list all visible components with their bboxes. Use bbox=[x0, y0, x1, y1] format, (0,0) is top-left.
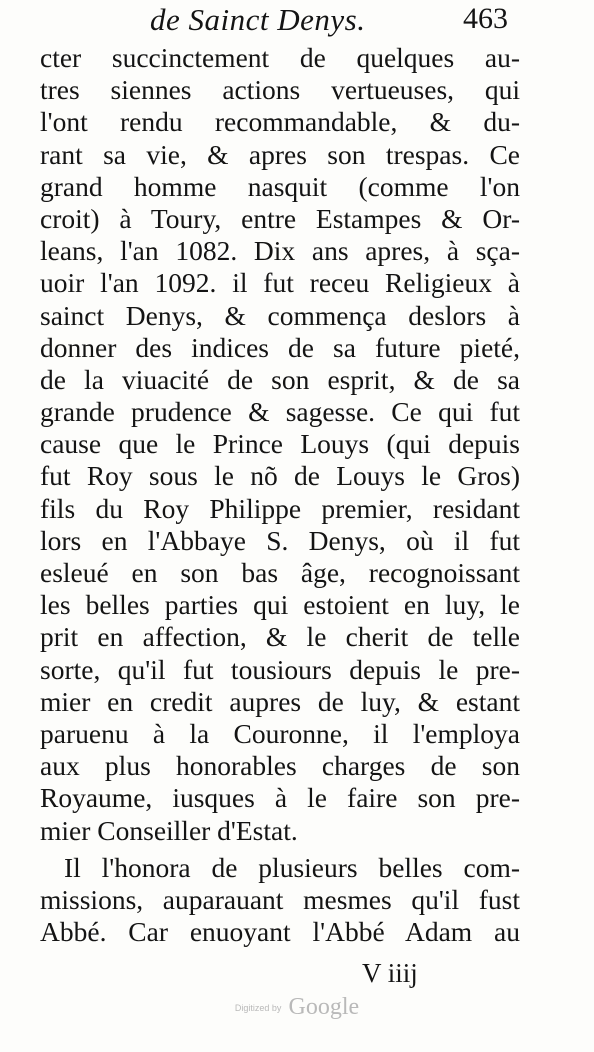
text-line: sainct Denys, & commença deslors à bbox=[40, 299, 520, 331]
text-line: aux plus honorables charges de son bbox=[40, 750, 520, 782]
text-line: lors en l'Abbaye S. Denys, où il fut bbox=[40, 524, 520, 556]
text-line: uoir l'an 1092. il fut receu Religieux à bbox=[40, 267, 520, 299]
watermark-brand: Google bbox=[288, 994, 360, 1020]
text-line: paruenu à la Couronne, il l'employa bbox=[40, 717, 520, 749]
text-line: croit) à Toury, entre Estampes & Or- bbox=[40, 202, 520, 234]
text-line: sorte, qu'il fut tousiours depuis le pre- bbox=[40, 653, 520, 685]
text-line: mier Conseiller d'Estat. bbox=[40, 814, 298, 846]
text-line: donner des indices de sa future pieté, bbox=[40, 331, 520, 363]
text-line: l'ont rendu recommandable, & du- bbox=[40, 106, 520, 138]
text-line: grande prudence & sagesse. Ce qui fut bbox=[40, 396, 520, 428]
text-line: leans, l'an 1082. Dix ans apres, à sça- bbox=[40, 235, 520, 267]
digitization-watermark bbox=[0, 994, 594, 1021]
body-text bbox=[40, 42, 520, 948]
text-line: les belles parties qui estoient en luy, le bbox=[40, 589, 520, 621]
text-line: mier en credit aupres de luy, & estant bbox=[40, 685, 520, 717]
text-line: prit en affection, & le cherit de telle bbox=[40, 621, 520, 653]
text-line: missions, auparauant mesmes qu'il fust bbox=[40, 883, 520, 915]
text-line: Royaume, iusques à le faire son pre- bbox=[40, 782, 520, 814]
paragraph-first-line: Il l'honora de plusieurs belles com- bbox=[64, 851, 520, 883]
watermark-prefix: Digitized by bbox=[234, 1003, 282, 1013]
text-line: esleué en son bas âge, recognoissant bbox=[40, 557, 520, 588]
text-line: cter succinctement de quelques au- bbox=[40, 42, 520, 73]
text-line: de la viuacité de son esprit, & de sa bbox=[40, 363, 520, 395]
page-number: 463 bbox=[463, 2, 508, 35]
text-line: tres siennes actions vertueuses, qui bbox=[40, 74, 520, 106]
running-head: de Sainct Denys. bbox=[150, 2, 366, 37]
text-line: rant sa vie, & apres son trespas. Ce bbox=[40, 138, 520, 170]
text-line: cause que le Prince Louys (qui depuis bbox=[40, 428, 520, 460]
text-line: fut Roy sous le nõ de Louys le Gros) bbox=[40, 460, 520, 492]
text-line: fils du Roy Philippe premier, residant bbox=[40, 492, 520, 524]
signature-mark: V iiij bbox=[362, 958, 418, 988]
text-line: grand homme nasquit (comme l'on bbox=[40, 170, 520, 202]
text-line: Abbé. Car enuoyant l'Abbé Adam au bbox=[40, 916, 520, 948]
